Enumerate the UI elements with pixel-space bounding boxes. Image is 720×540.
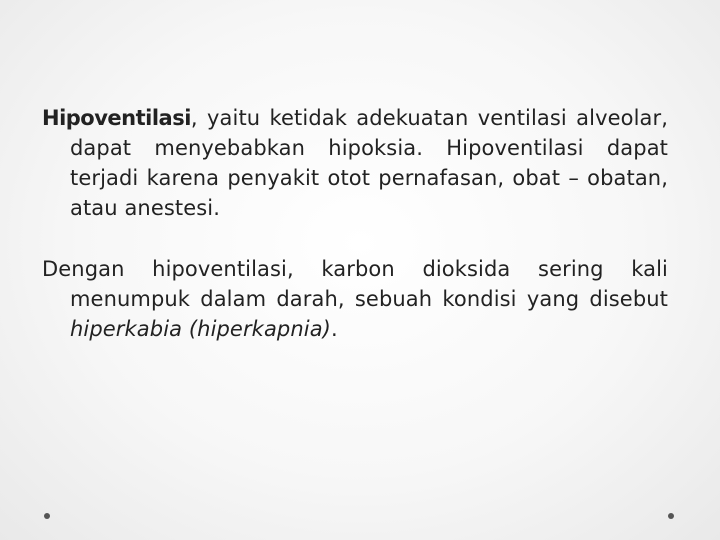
term-hiperkapnia: hiperkabia (hiperkapnia) — [70, 317, 331, 341]
slide-content — [42, 103, 668, 344]
term-hipoventilasi: Hipoventilasi — [42, 106, 191, 130]
paragraph-hiperkapnia-text: Dengan hipoventilasi, karbon dioksida sering kali menumpuk dalam darah, sebuah kondisi yang disebut — [42, 257, 668, 311]
paragraph-hiperkapnia-end: . — [330, 317, 338, 341]
paragraph-hiperkapnia — [42, 254, 668, 344]
bullet-dot-left-icon — [44, 513, 50, 519]
paragraph-hipoventilasi — [42, 103, 668, 223]
bullet-dot-right-icon — [668, 513, 674, 519]
paragraph-hipoventilasi-text: , yaitu ketidak adekuatan ventilasi alveolar, dapat menyebabkan hipoksia. Hipoventilasi dapat terjadi karena penyakit otot pernafasan, obat – obatan, atau anestesi. — [70, 106, 668, 220]
